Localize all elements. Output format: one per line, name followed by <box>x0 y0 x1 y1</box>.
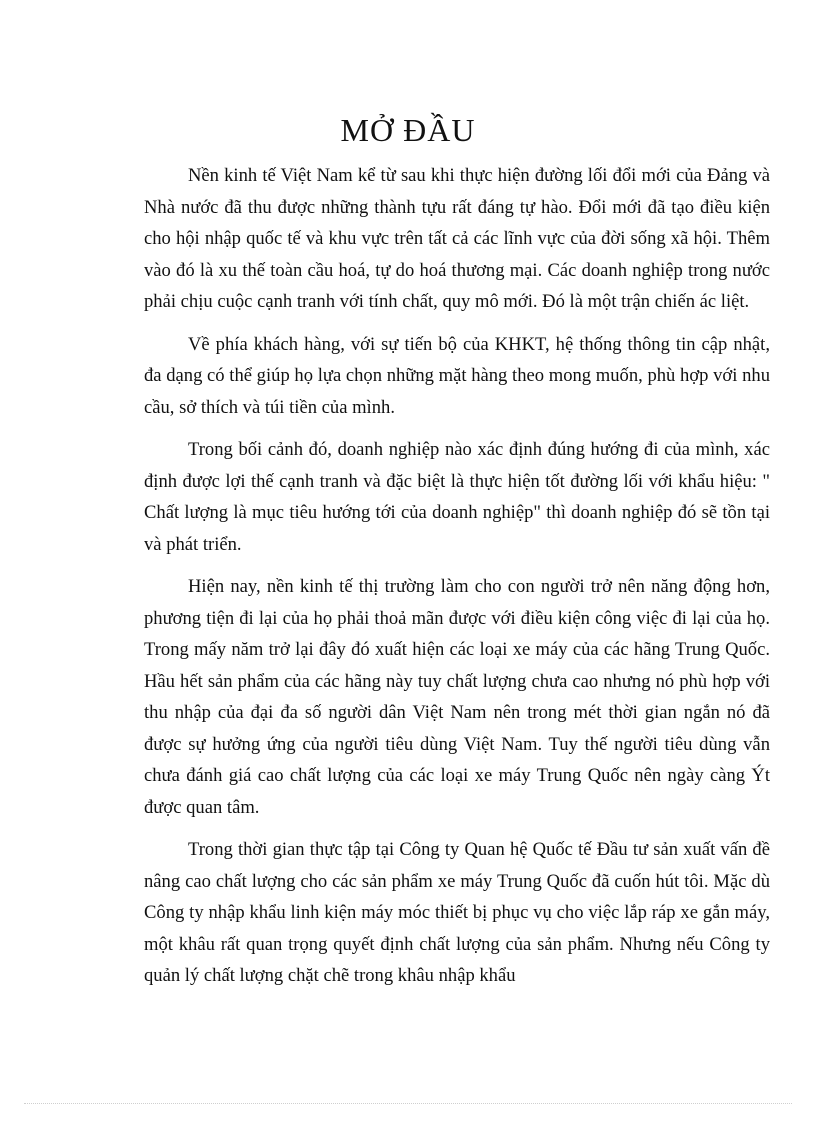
paragraph-3: Trong bối cảnh đó, doanh nghiệp nào xác định đúng hướng đi của mình, xác định được lợi thế cạnh tranh và đặc biệt là thực hiện tốt đường lối với khẩu hiệu: " Chất lượng là mục tiêu hướng tới của doanh nghiệp" thì doanh nghiệp đó sẽ tồn tại và phát triển. <box>144 439 770 555</box>
paragraph-2: Về phía khách hàng, với sự tiến bộ của KHKT, hệ thống thông tin cập nhật, đa dạng có thể giúp họ lựa chọn những mặt hàng theo mong muốn, phù hợp với nhu cầu, sở thích và túi tiền của mình. <box>144 333 770 418</box>
page-title: MỞ ĐẦU <box>340 112 476 148</box>
paragraph-4: Hiện nay, nền kinh tế thị trường làm cho con người trở nên năng động hơn, phương tiện đi lại của họ phải thoả mãn được với điều kiện công việc đi lại của họ. Trong mấy năm trở lại đây đó xuất hiện các loại xe máy của các hãng Trung Quốc. Hầu hết sản phẩm của các hãng này tuy chất lượng chưa cao nhưng nó phù hợp với thu nhập của đại đa số người dân Việt Nam nên trong mét thời gian ngắn nó đã được sự hưởng ứng của người tiêu dùng Việt Nam. Tuy thế người tiêu dùng vẫn chưa đánh giá cao chất lượng của các loại xe máy Trung Quốc nên ngày càng Ýt được quan tâm. <box>144 576 770 818</box>
document-body <box>144 160 770 1003</box>
footer-dotted-rule <box>24 1103 792 1104</box>
paragraph-5: Trong thời gian thực tập tại Công ty Quan hệ Quốc tế Đầu tư sản xuất vấn đề nâng cao chất lượng cho các sản phẩm xe máy Trung Quốc đã cuốn hút tôi. Mặc dù Công ty nhập khẩu linh kiện máy móc thiết bị phục vụ cho việc lắp ráp xe gắn máy, một khâu rất quan trọng quyết định chất lượng của sản phẩm. Nhưng nếu Công ty quản lý chất lượng chặt chẽ trong khâu nhập khẩu <box>144 839 770 986</box>
paragraph-1: Nền kinh tế Việt Nam kể từ sau khi thực hiện đường lối đổi mới của Đảng và Nhà nước đã thu được những thành tựu rất đáng tự hào. Đổi mới đã tạo điều kiện cho hội nhập quốc tế và khu vực trên tất cả các lĩnh vực của đời sống xã hội. Thêm vào đó là xu thế toàn cầu hoá, tự do hoá thương mại. Các doanh nghiệp trong nước phải chịu cuộc cạnh tranh với tính chất, quy mô mới. Đó là một trận chiến ác liệt. <box>144 165 770 312</box>
